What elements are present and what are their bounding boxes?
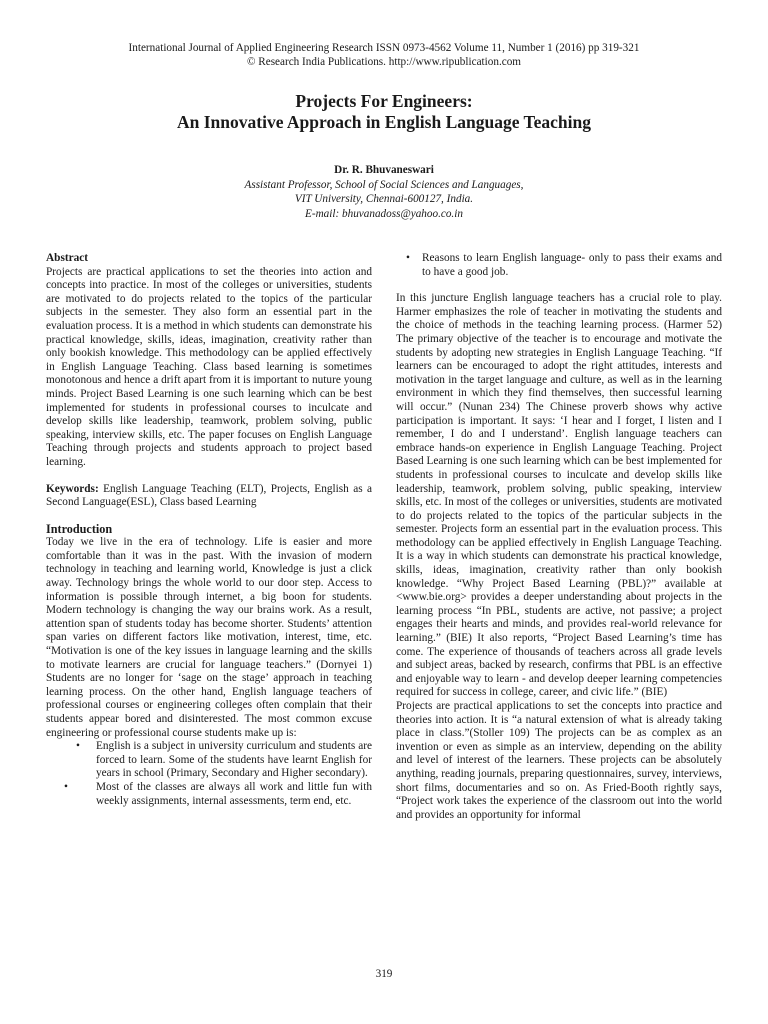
author-affiliation-1: Assistant Professor, School of Social Sciences and Languages, [244,178,524,191]
bullet-text: Most of the classes are always all work and little fun with weekly assignments, internal assessments, term end, etc. [96,780,372,807]
page-number: 319 [375,968,393,980]
title-line-2: An Innovative Approach in English Language Teaching [177,112,591,132]
author-name: Dr. R. Bhuvaneswari [334,164,434,176]
journal-header [40,41,728,69]
keywords-label: Keywords: [46,482,99,495]
reasons-bullets [396,252,722,279]
introduction-heading: Introduction [46,521,113,536]
introduction-text: Today we live in the era of technology. Life is easier and more comfortable than it was in the past. With the invasion of modern technology in teaching and learning world, Knowledge is just a click away. Technology brings the whole world to our door step. Access to information is possible through internet, a big boon for students. Modern technology is changing the way our brains work. As a result, attention span of students today has become shorter. Students’ attention span varies on different factors like motivation, interest, time, etc. “Motivation is one of the key issues in language learning and the skills to motivate learners are crucial for language teachers.” (Dornyei 1) Students are no longer for ‘sage on the stage’ approach in teaching learning process. On the other hand, English language teachers of professional courses or engineering colleges often complain that their students appear bored and disinterested. The most common excuse engineering or professional course students make up is: [46,536,372,739]
bullet-text: English is a subject in university curriculum and students are forced to learn. Some of the students have learnt English for years in school (Primary, Secondary and Higher secondary). [96,740,372,780]
paper-title [40,91,728,133]
right-column [396,252,722,822]
title-line-1: Projects For Engineers: [295,91,473,111]
body-paragraph-1: In this juncture English language teachers has a crucial role to play. Harmer emphasizes the role of teacher in motivating the students and the choice of methods in the teaching learning process. (Harmer 52) The primary objective of the teacher is to encourage and motivate the students by adopting new strategies in English Language Teaching. “If learners can be encouraged to adopt the right attitudes, interests and motivation in the target language and culture, as well as in the learning environment in which they find themselves, then successful learning will occur.” (Nunan 234) The Chinese proverb shows why active participation is important. It says: ‘I hear and I forget, I listen and I remember, I do and I understand’. English language teachers can embrace hands-on experience in English Language Teaching. Project Based Learning is one such learning which can be best implemented for students in professional courses to inculcate and develop skills like leadership, teamwork, problem solving, public speaking, interview skills, etc. In most of the colleges or universities, students are motivated to do projects related to the topics of the particular subjects in the semester. Projects form an essential part in the evaluation process. This methodology can be applied effectively in English Language Teaching. It is a way in which students can demonstrate his practical knowledge, skills, ideas, imagination, creativity rather than only bookish knowledge. “Why Project Based Learning (PBL)?” available at <www.bie.org> provides a deeper understanding about projects in the learning process “In PBL, students are active, not passive; a project engages their hearts and minds, and provides real-world relevance for learning.” (BIE) It also reports, “Project Based Learning’s time has come. The experience of thousands of teachers across all grade levels and subject areas, backed by research, confirms that PBL is an effective and enjoyable way to learn - and develop deeper learning competencies required for success in college, career, and civic life.” (BIE) [396,292,722,699]
bullet-icon: • [76,740,80,753]
list-item [46,740,372,781]
left-column [46,252,372,808]
list-item [396,252,722,279]
publisher-line: © Research India Publications. http://www.ripublication.com [246,56,522,68]
author-block [40,163,728,221]
list-item [46,781,372,808]
author-affiliation-2: VIT University, Chennai-600127, India. [294,193,474,205]
introduction-bullets [46,740,372,808]
journal-line: International Journal of Applied Engineering Research ISSN 0973-4562 Volume 11, Number 1 (2016) pp 319-321 [128,42,640,54]
bullet-icon: • [406,252,410,264]
abstract-text: Projects are practical applications to set the theories into action and concepts into practice. In most of the colleges or universities, students are motivated to do projects related to the topics of the particular subjects in the semester. They also form an essential part in the evaluation process. It is a method in which students can demonstrate his practical knowledge, skills, ideas, imagination, creativity rather than only bookish knowledge. This methodology can be applied effectively in English Language Teaching. Class based learning is sometimes monotonous and hence a drift apart from it is important to nuture young minds. Project Based Learning is one such learning which can be best implemented for students in professional courses to inculcate and develop skills like leadership, teamwork, problem solving, public speaking, interview skills, etc. The paper focuses on English Language Teaching through projects and students approach to project based learning. [46,265,372,468]
bullet-text: Reasons to learn English language- only to pass their exams and to have a good job. [422,252,722,278]
keywords [46,483,372,510]
body-paragraph-2: Projects are practical applications to set the concepts into practice and theories into action. It is “a natural extension of what is already taking place in class.”(Stoller 109) The projects can be as complex as an invention or even as simple as an interview, depending on the ability and level of interest of the learners. These projects can be absolutely anything, reading journals, preparing questionnaires, survey, interviews, short films, documentaries and so on. As Fried-Booth rightly says, “Project work takes the experience of the classroom out into the world and provides an opportunity for informal [396,700,722,821]
author-email: E-mail: bhuvanadoss@yahoo.co.in [305,207,463,220]
bullet-icon: • [64,780,68,793]
abstract-heading: Abstract [46,252,89,264]
keywords-text: English Language Teaching (ELT), Projects, English as a Second Language(ESL), Class based Learning [46,482,372,509]
